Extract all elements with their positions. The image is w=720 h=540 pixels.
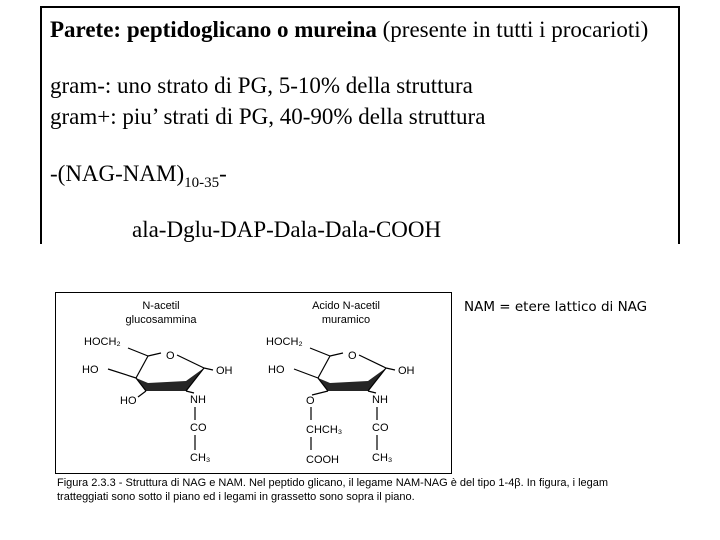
nam-co: CO (372, 422, 389, 434)
nam-name-line2: muramico (321, 314, 371, 326)
nam-oh-right: OH (398, 365, 415, 377)
nag-ho-left: HO (82, 364, 99, 376)
chain-prefix: -(NAG-NAM) (50, 161, 185, 186)
caption-line1: Figura 2.3.3 - Struttura di NAG e NAM. Nel peptido glicano, il legame NAM-NAG è del tipo 1-4β. In figura, i legam (57, 477, 609, 489)
nam-hoch2: HOCH₂ (266, 336, 303, 348)
gram-negative-line: gram-: uno strato di PG, 5-10% della struttura (50, 73, 473, 98)
chain-subscript: 10-35 (184, 175, 220, 191)
peptide-line: ala-Dglu-DAP-Dala-Dala-COOH (132, 217, 442, 242)
nag-ring-o: O (166, 350, 175, 362)
structure-drawing (56, 293, 453, 475)
nam-o-ether: O (306, 395, 315, 407)
title-line (50, 18, 648, 41)
caption-line2: tratteggiati sono sotto il piano ed i legami in grassetto sono sopra il piano. (57, 491, 415, 503)
nam-ring-o: O (348, 350, 357, 362)
nag-co: CO (190, 422, 207, 434)
nam-ch3: CH₃ (372, 452, 393, 464)
wall-text-box (40, 6, 680, 244)
gram-positive-line: gram+: piu’ strati di PG, 40-90% della struttura (50, 104, 486, 129)
figure-caption (57, 476, 669, 504)
nag-oh-right: OH (216, 365, 233, 377)
title-rest: (presente in tutti i procarioti) (376, 17, 649, 42)
nam-definition-note: NAM = etere lattico di NAG (464, 299, 648, 315)
nag-nh: NH (190, 394, 206, 406)
chain-suffix: - (219, 161, 227, 186)
nam-structure (266, 300, 415, 466)
nam-nh: NH (372, 394, 388, 406)
structure-figure (55, 292, 452, 474)
chain-formula (50, 162, 227, 191)
nam-cooh: COOH (306, 454, 339, 466)
nag-name-line2: glucosammina (125, 314, 197, 326)
nag-ring-bold-edge (136, 368, 204, 391)
nam-name-line1: Acido N-acetil (312, 300, 380, 312)
nag-structure (82, 300, 233, 464)
title-bold: Parete: peptidoglicano o mureina (50, 17, 377, 42)
nag-ch3: CH₃ (190, 452, 211, 464)
nam-ho-left: HO (268, 364, 285, 376)
nag-ho-bottom: HO (120, 395, 137, 407)
nag-name-line1: N-acetil (142, 300, 180, 312)
nam-ring-bold-edge (318, 368, 386, 391)
nag-hoch2: HOCH₂ (84, 336, 121, 348)
nam-chch3: CHCH₃ (306, 424, 343, 436)
